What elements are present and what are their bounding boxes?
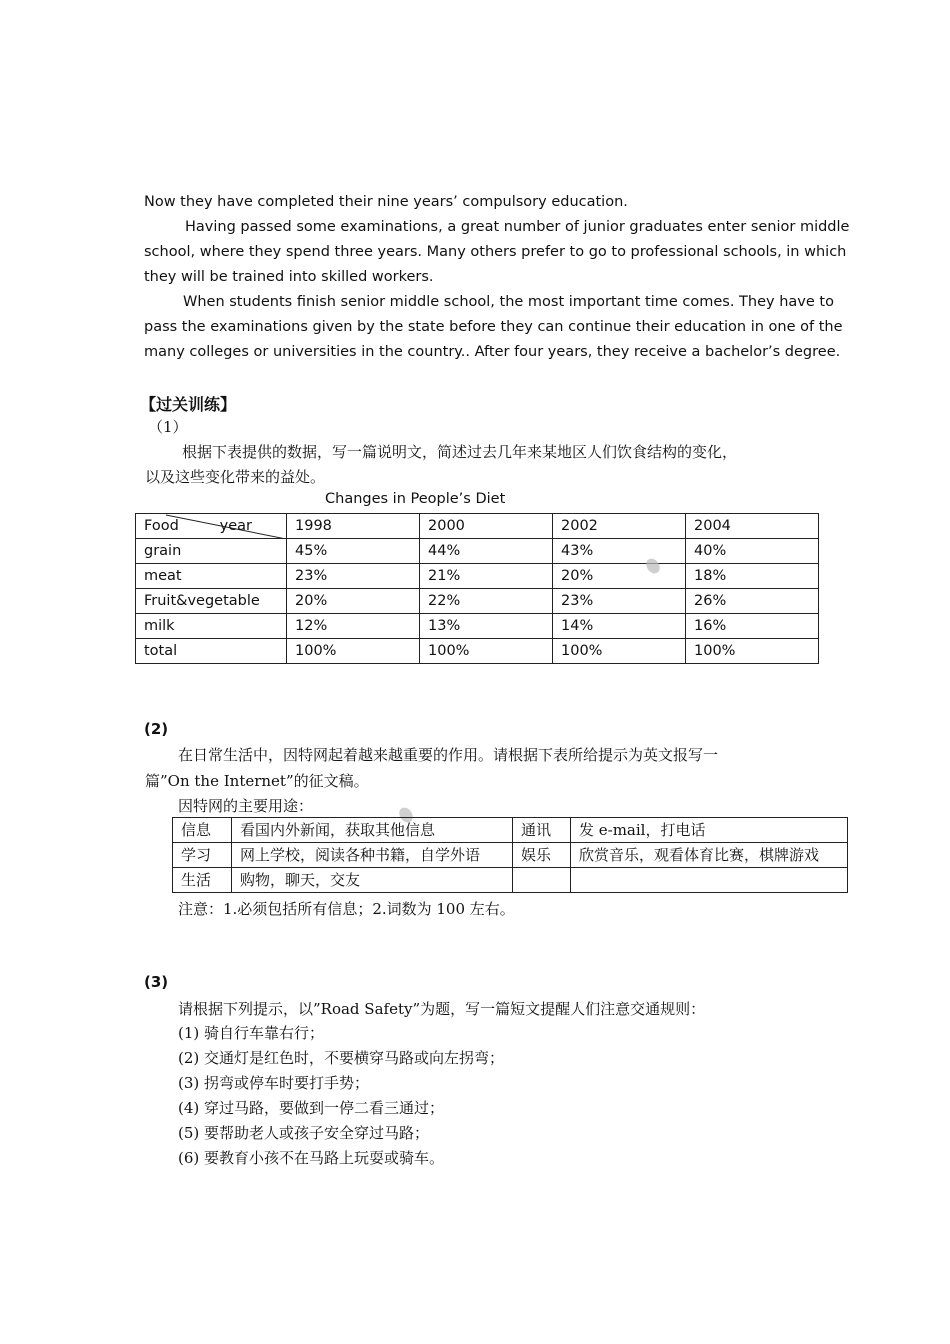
diet-cell: 100% bbox=[287, 639, 420, 664]
diet-cell: 23% bbox=[287, 564, 420, 589]
diet-cell: 100% bbox=[553, 639, 686, 664]
internet-uses-row bbox=[173, 818, 848, 843]
internet-use-category: 信息 bbox=[173, 818, 232, 843]
task3-label: (3) bbox=[144, 973, 169, 991]
internet-use-detail: 发 e-mail，打电话 bbox=[571, 818, 848, 843]
intro-p3-line-3: many colleges or universities in the country.. After four years, they receive a bachelor’s degree. bbox=[144, 344, 841, 360]
diet-table-row bbox=[136, 589, 819, 614]
intro-p2-line-1: Having passed some examinations, a great number of junior graduates enter senior middle bbox=[185, 219, 850, 235]
diet-cell: 100% bbox=[420, 639, 553, 664]
diet-table-row bbox=[136, 539, 819, 564]
task3-list-item: (1) 骑自行车靠右行； bbox=[178, 1024, 325, 1042]
diet-cell: 43% bbox=[553, 539, 686, 564]
task3-list-item: (4) 穿过马路，要做到一停二看三通过； bbox=[178, 1099, 445, 1117]
internet-uses-row bbox=[173, 868, 848, 893]
task3-list-item: (3) 拐弯或停车时要打手势； bbox=[178, 1074, 370, 1092]
task1-instruction-line-1: 根据下表提供的数据，写一篇说明文，简述过去几年来某地区人们饮食结构的变化， bbox=[182, 443, 738, 461]
diet-cell: 26% bbox=[686, 589, 819, 614]
internet-uses-row bbox=[173, 843, 848, 868]
diet-cell: 44% bbox=[420, 539, 553, 564]
internet-use-detail bbox=[571, 868, 848, 893]
internet-use-detail: 看国内外新闻，获取其他信息 bbox=[232, 818, 513, 843]
task1-label: （1） bbox=[148, 418, 188, 436]
intro-p3-line-2: pass the examinations given by the state before they can continue their education in one of the bbox=[144, 319, 843, 335]
corner-col-label: year bbox=[219, 518, 252, 534]
diet-row-label: meat bbox=[136, 564, 287, 589]
task2-note: 注意：1.必须包括所有信息；2.词数为 100 左右。 bbox=[178, 900, 515, 918]
diet-table-header-row bbox=[136, 514, 819, 539]
internet-use-category: 娱乐 bbox=[513, 843, 571, 868]
section-title: 【过关训练】 bbox=[140, 395, 237, 414]
task1-instruction-line-2: 以及这些变化带来的益处。 bbox=[145, 468, 326, 486]
diet-cell: 100% bbox=[686, 639, 819, 664]
internet-uses-table bbox=[172, 817, 848, 893]
task2-uses-label: 因特网的主要用途： bbox=[178, 797, 314, 815]
diet-table-corner-cell bbox=[136, 514, 287, 539]
intro-line-1: Now they have completed their nine years’ compulsory education. bbox=[144, 194, 628, 210]
diet-cell: 22% bbox=[420, 589, 553, 614]
diet-row-label: grain bbox=[136, 539, 287, 564]
intro-p2-line-2: school, where they spend three years. Many others prefer to go to professional schools, in which bbox=[144, 244, 847, 260]
diet-cell: 16% bbox=[686, 614, 819, 639]
diet-year-header: 1998 bbox=[287, 514, 420, 539]
intro-p2-line-3: they will be trained into skilled workers. bbox=[144, 269, 434, 285]
diet-cell: 23% bbox=[553, 589, 686, 614]
diet-cell: 21% bbox=[420, 564, 553, 589]
diet-cell: 20% bbox=[287, 589, 420, 614]
diet-table-title: Changes in People’s Diet bbox=[325, 491, 506, 507]
task2-instruction-line-2: 篇”On the Internet”的征文稿。 bbox=[145, 772, 369, 790]
internet-use-category: 生活 bbox=[173, 868, 232, 893]
task2-label: (2) bbox=[144, 720, 169, 738]
diet-cell: 12% bbox=[287, 614, 420, 639]
task3-instruction: 请根据下列提示，以”Road Safety”为题，写一篇短文提醒人们注意交通规则： bbox=[178, 1000, 706, 1018]
corner-row-label: Food bbox=[144, 518, 179, 534]
diet-table-row bbox=[136, 639, 819, 664]
diet-cell: 45% bbox=[287, 539, 420, 564]
diet-cell: 14% bbox=[553, 614, 686, 639]
diet-row-label: total bbox=[136, 639, 287, 664]
diet-cell: 20% bbox=[553, 564, 686, 589]
internet-use-detail: 购物，聊天，交友 bbox=[232, 868, 513, 893]
diet-row-label: milk bbox=[136, 614, 287, 639]
diet-table-row bbox=[136, 614, 819, 639]
diet-cell: 18% bbox=[686, 564, 819, 589]
diet-row-label: Fruit&vegetable bbox=[136, 589, 287, 614]
internet-use-category: 学习 bbox=[173, 843, 232, 868]
diet-cell: 40% bbox=[686, 539, 819, 564]
diet-table bbox=[135, 513, 819, 664]
intro-p3-line-1: When students finish senior middle school, the most important time comes. They have to bbox=[183, 294, 834, 310]
diet-year-header: 2002 bbox=[553, 514, 686, 539]
task3-list-item: (5) 要帮助老人或孩子安全穿过马路； bbox=[178, 1124, 430, 1142]
diet-table-row bbox=[136, 564, 819, 589]
diet-year-header: 2004 bbox=[686, 514, 819, 539]
diet-year-header: 2000 bbox=[420, 514, 553, 539]
internet-use-detail: 欣赏音乐，观看体育比赛，棋牌游戏 bbox=[571, 843, 848, 868]
internet-use-category bbox=[513, 868, 571, 893]
task2-instruction-line-1: 在日常生活中，因特网起着越来越重要的作用。请根据下表所给提示为英文报写一 bbox=[178, 746, 719, 764]
task3-list-item: (6) 要教育小孩不在马路上玩耍或骑车。 bbox=[178, 1149, 445, 1167]
internet-use-detail: 网上学校，阅读各种书籍，自学外语 bbox=[232, 843, 513, 868]
diet-cell: 13% bbox=[420, 614, 553, 639]
task3-list-item: (2) 交通灯是红色时，不要横穿马路或向左拐弯； bbox=[178, 1049, 505, 1067]
internet-use-category: 通讯 bbox=[513, 818, 571, 843]
